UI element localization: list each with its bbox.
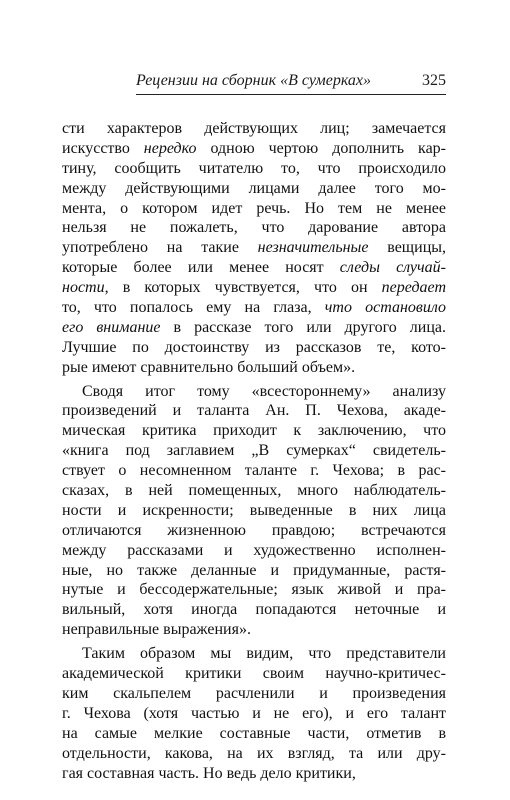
paragraph (62, 644, 446, 783)
text-line: его внимание в рассказе того или другого лица. (62, 318, 447, 336)
text-line: между действующими лицами далее того мо- (62, 179, 446, 197)
text-line: ким скальпелем расчленили и произведения (62, 684, 446, 702)
text-line: нельзя не пожалеть, что дарование автора (62, 219, 446, 237)
text-line: то, что попалось ему на глаза, что остановило (62, 299, 447, 317)
text-line: ные, но также деланные и придуманные, растя- (62, 561, 446, 579)
text-line: «книга под заглавием „В сумерках“ свидетель- (62, 442, 446, 460)
text-line: Сводя итог тому «всестороннему» анализу (82, 382, 446, 400)
text-line: неправильные выражения». (62, 621, 251, 639)
page-number: 325 (422, 72, 446, 89)
text-line: академической критики своим научно-критичес- (62, 665, 446, 683)
text-line: мическая критика приходит к заключению, что (62, 422, 446, 440)
text-line: ности и искренности; выведенные в них лица (62, 501, 446, 519)
paragraph (62, 119, 446, 378)
text-line: гая составная часть. Но ведь дело критики, (62, 764, 356, 782)
text-line: сказах, в ней помещенных, много наблюдатель- (62, 482, 446, 500)
italic-emphasis: следы случай- (339, 259, 446, 277)
paragraph (62, 382, 446, 641)
italic-emphasis: нередко (143, 139, 197, 157)
text-line: мента, о котором идет речь. Но тем не менее (62, 199, 446, 217)
text-line: искусство нередко одною чертою дополнить кар- (62, 139, 446, 157)
text-line: Таким образом мы видим, что представители (82, 645, 446, 663)
text-line: отличаются жизненною правдою; встречаются (62, 521, 446, 539)
header-rule (136, 94, 446, 95)
text-line: ствует о несомненном таланте г. Чехова; в рас- (62, 462, 446, 480)
text-line: между рассказами и художественно исполнен- (62, 541, 446, 559)
running-title: Рецензии на сборник «В сумерках» (136, 72, 372, 89)
text-line: Лучшие по достоинству из рассказов те, кото- (62, 338, 446, 356)
text-line: на самые мелкие составные части, отметив в (62, 724, 446, 742)
italic-emphasis: его внимание (62, 318, 161, 336)
italic-emphasis: ности (62, 279, 105, 297)
text-line: произведений и таланта Ан. П. Чехова, акаде- (62, 402, 446, 420)
text-line: ности, в которых чувствуется, что он передает (62, 279, 446, 297)
italic-emphasis: передает (381, 279, 446, 297)
body-text (62, 119, 446, 783)
text-line: г. Чехова (хотя частью и не его), и его талант (62, 704, 446, 722)
text-line: тину, сообщить читателю то, что происходило (62, 159, 446, 177)
text-line: рые имеют сравнительно больший объем». (62, 358, 356, 376)
text-line: сти характеров действующих лиц; замечается (62, 120, 446, 137)
text-line: вильный, хотя иногда попадаются неточные и (62, 601, 446, 619)
text-line: которые более или менее носят следы случай- (62, 259, 446, 277)
italic-emphasis: что остановило (324, 299, 447, 317)
text-line: употреблено на такие незначительные вещицы, (62, 239, 447, 257)
text-line: отдельности, какова, на их взгляд, та или дру- (62, 744, 446, 762)
running-header (136, 70, 446, 92)
italic-emphasis: незначительные (257, 239, 369, 257)
text-line: нутые и бессодержательные; язык живой и пра- (62, 581, 446, 599)
